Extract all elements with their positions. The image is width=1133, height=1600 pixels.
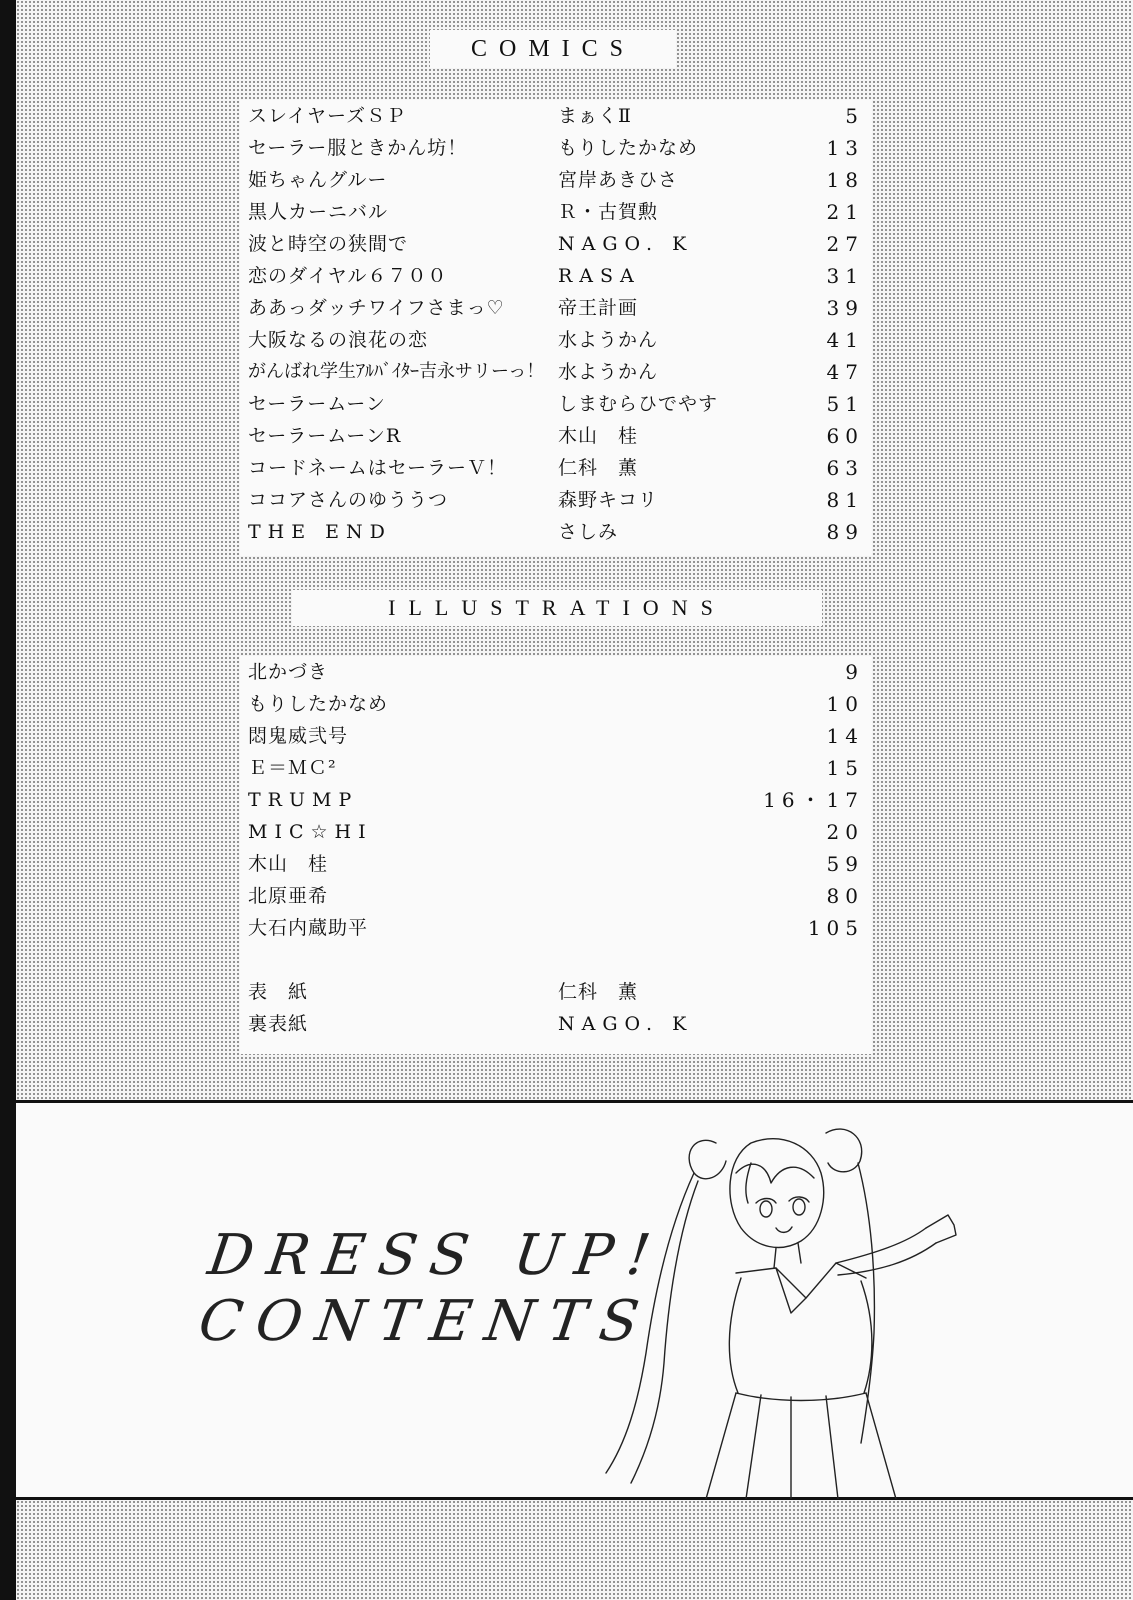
comics-heading: COMICS <box>430 30 676 68</box>
comic-author: 帝王計画 <box>558 297 639 319</box>
comic-author: まぁくⅡ <box>558 105 632 127</box>
table-row <box>240 164 872 196</box>
comic-author: 仁科 薫 <box>558 457 639 479</box>
comic-author: さしみ <box>558 521 619 543</box>
character-illustration <box>576 1103 1006 1499</box>
table-row <box>240 420 872 452</box>
illustration-page: 16・17 <box>763 788 864 812</box>
table-row <box>240 516 872 548</box>
illustrations-heading: ILLUSTRATIONS <box>292 590 822 626</box>
comic-title: ああっダッチワイフさまっ♡ <box>248 297 505 319</box>
comic-page: 81 <box>826 488 864 512</box>
illustrator-name: 北かづき <box>248 661 329 683</box>
comic-author: 木山 桂 <box>558 425 639 447</box>
comic-title: がんばれ学生ｱﾙﾊﾞｲﾀｰ吉永サリーっ！ <box>248 361 545 382</box>
comic-page: 13 <box>826 136 864 160</box>
illustrator-name: 北原亜希 <box>248 885 329 907</box>
illustrator-name: MIC☆HI <box>248 821 373 843</box>
comic-title: セーラームーンR <box>248 425 402 447</box>
illustrator-name: 悶鬼威弐号 <box>248 725 349 747</box>
table-row <box>240 880 872 912</box>
comic-page: 39 <box>826 296 864 320</box>
table-row <box>240 228 872 260</box>
title-line-1: DRESS UP! <box>204 1223 669 1288</box>
cover-label: 表 紙 <box>248 981 309 1003</box>
comic-author: もりしたかなめ <box>558 137 699 159</box>
illustration-page: 15 <box>826 756 864 780</box>
table-row <box>240 688 872 720</box>
table-row <box>240 656 872 688</box>
comic-title: セーラームーン <box>248 393 386 415</box>
table-row <box>240 784 872 816</box>
back-cover-label: 裏表紙 <box>248 1013 309 1035</box>
title-banner <box>16 1100 1133 1500</box>
illustration-page: 10 <box>826 692 864 716</box>
table-row <box>240 912 872 944</box>
comic-author: NAGO. K <box>558 233 694 255</box>
comic-page: 18 <box>826 168 864 192</box>
comics-table <box>240 100 872 556</box>
back-cover-author: NAGO. K <box>558 1013 694 1035</box>
comic-title: 恋のダイヤル６７００ <box>248 265 448 287</box>
comic-author: RASA <box>558 265 641 287</box>
comic-title: セーラー服ときかん坊！ <box>248 137 468 159</box>
comic-page: 5 <box>845 104 864 128</box>
comic-title: 姫ちゃんグルー <box>248 169 388 191</box>
comic-title: ココアさんのゆううつ <box>248 489 449 511</box>
table-row <box>240 292 872 324</box>
comic-author: Ｒ・古賀勲 <box>558 201 659 223</box>
back-cover-credit-row <box>240 1008 872 1040</box>
comic-page: 63 <box>826 456 864 480</box>
comic-title: コードネームはセーラーＶ！ <box>248 457 508 479</box>
table-row <box>240 356 872 388</box>
table-row <box>240 260 872 292</box>
comic-page: 21 <box>826 200 864 224</box>
illustrator-name: Ｅ＝ＭＣ² <box>248 757 337 779</box>
comic-page: 47 <box>826 360 864 384</box>
illustrations-table <box>240 656 872 1054</box>
comic-title: 黒人カーニバル <box>248 201 389 223</box>
table-row <box>240 388 872 420</box>
comic-page: 31 <box>826 264 864 288</box>
comic-page: 51 <box>826 392 864 416</box>
table-row <box>240 720 872 752</box>
table-row <box>240 196 872 228</box>
comic-title: スレイヤーズＳＰ <box>248 105 407 127</box>
comic-title: 大阪なるの浪花の恋 <box>248 329 429 351</box>
illustration-page: 9 <box>845 660 864 684</box>
table-row <box>240 816 872 848</box>
cover-author: 仁科 薫 <box>558 981 639 1003</box>
title-line-2: CONTENTS <box>194 1289 657 1354</box>
comic-author: しまむらひでやす <box>558 393 719 415</box>
table-row <box>240 132 872 164</box>
cover-credit-row <box>240 976 872 1008</box>
table-row <box>240 324 872 356</box>
page-spine <box>0 0 16 1600</box>
illustrator-name: 木山 桂 <box>248 853 329 875</box>
illustrator-name: 大石内蔵助平 <box>248 917 369 939</box>
comic-title: 波と時空の狭間で <box>248 233 409 255</box>
table-row <box>240 848 872 880</box>
comic-page: 60 <box>826 424 864 448</box>
table-row <box>240 484 872 516</box>
comic-page: 41 <box>826 328 864 352</box>
comic-author: 水ようかん <box>558 361 659 383</box>
comic-author: 森野キコリ <box>558 489 659 511</box>
table-row <box>240 752 872 784</box>
illustrator-name: TRUMP <box>248 789 359 811</box>
table-row <box>240 452 872 484</box>
illustrator-name: もりしたかなめ <box>248 693 389 715</box>
illustration-page: 80 <box>826 884 864 908</box>
comic-page: 27 <box>826 232 864 256</box>
illustration-page: 20 <box>826 820 864 844</box>
table-row <box>240 100 872 132</box>
illustration-page: 59 <box>826 852 864 876</box>
comic-page: 89 <box>826 520 864 544</box>
comic-author: 水ようかん <box>558 329 659 351</box>
comic-title: THE END <box>248 521 392 543</box>
illustration-page: 14 <box>826 724 864 748</box>
illustration-page: 105 <box>807 916 864 940</box>
comic-author: 宮岸あきひさ <box>558 169 679 191</box>
